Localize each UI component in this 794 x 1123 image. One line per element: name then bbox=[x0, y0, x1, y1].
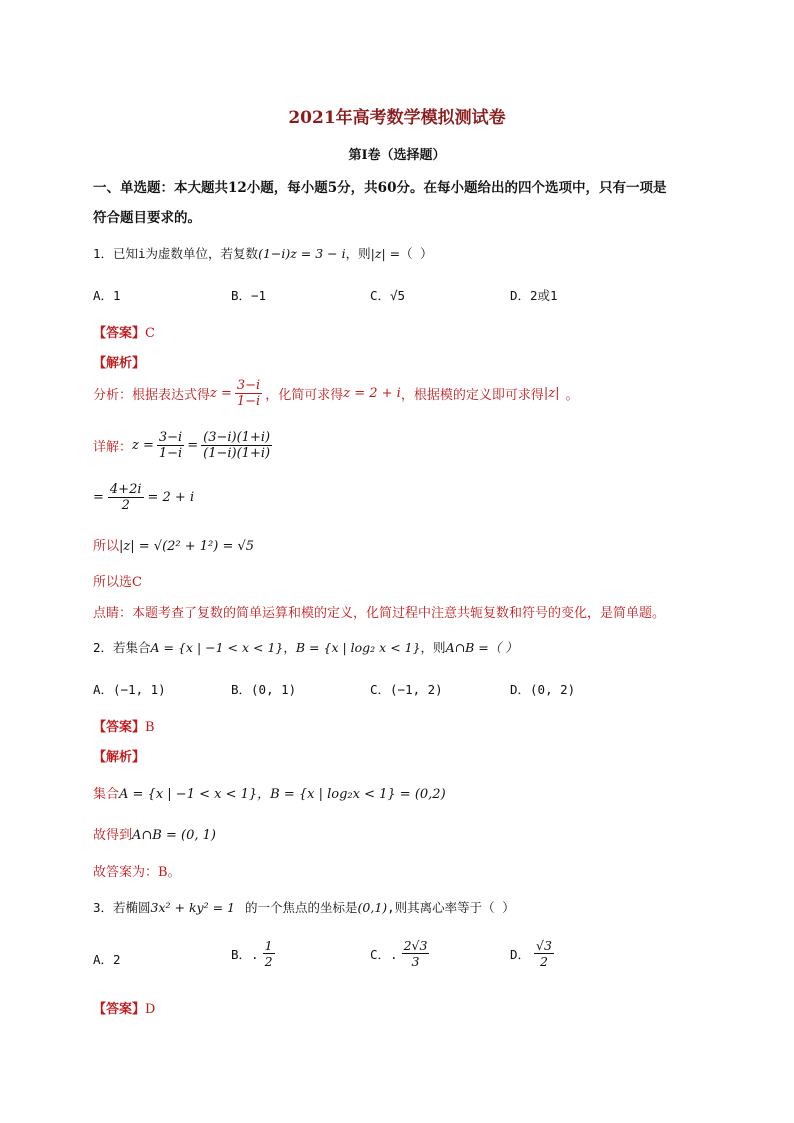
question-3-stem bbox=[93, 898, 515, 916]
question-1-stem bbox=[93, 244, 433, 262]
q3-option-b-label: B．. bbox=[231, 946, 259, 962]
q1-detail-den2: (1−i)(1+i) bbox=[203, 446, 271, 461]
q1-stem-text-a: 1．已知i为虚数单位，若复数 bbox=[93, 246, 259, 261]
q1-stem-text-b: ，则 bbox=[345, 246, 371, 261]
q1-detail-fraction-1 bbox=[157, 430, 184, 461]
q1-fenxi-result: z = 2 + i bbox=[343, 386, 401, 401]
q1-fenxi-fraction bbox=[235, 378, 262, 409]
q2-stem-text-b: ， bbox=[283, 640, 296, 655]
q1-detail-equals: = bbox=[187, 438, 199, 453]
q3-stem-equation: 3x² + ky² = 1 bbox=[150, 900, 235, 915]
q1-detail-fraction-2 bbox=[201, 430, 272, 461]
q2-option-b: B．(0, 1) bbox=[231, 682, 297, 697]
q1-analysis-summary bbox=[93, 378, 578, 409]
q3-option-b bbox=[231, 938, 275, 969]
q1-stem-paren: （ ） bbox=[400, 246, 433, 261]
q2-analysis-sets-label: 集合 bbox=[93, 787, 120, 802]
q3-option-b-num: 1 bbox=[264, 938, 273, 953]
q1-stem-equation: (1−i)z = 3 − i bbox=[258, 246, 346, 261]
q2-analysis-label bbox=[93, 746, 145, 765]
q3-option-c-num: 2√3 bbox=[403, 938, 428, 953]
section-subtitle: 第Ⅰ卷（选择题） bbox=[348, 148, 446, 163]
q3-option-c bbox=[370, 938, 429, 969]
q3-option-d-fraction bbox=[534, 938, 554, 969]
q1-detail-num1: 3−i bbox=[158, 430, 183, 445]
q3-stem-text-c: ,则其离心率等于（ ） bbox=[387, 900, 515, 915]
q2-stem-set-a: A = {x | −1 < x < 1} bbox=[150, 640, 284, 655]
q1-fenxi-text-d: 。 bbox=[565, 388, 579, 403]
q1-detail-line1 bbox=[93, 430, 275, 461]
q1-modulus-math: |z| = √(2² + 1²) = √5 bbox=[119, 539, 255, 554]
q2-conclusion: 故答案为：B。 bbox=[93, 865, 181, 880]
q1-line2-equals: = bbox=[93, 490, 104, 505]
q2-stem-set-b: B = {x | log₂ x < 1} bbox=[295, 640, 421, 655]
q2-analysis-result-label: 故得到 bbox=[93, 828, 133, 843]
q3-answer-value: D bbox=[145, 1002, 156, 1017]
q2-stem-intersection: A∩B =（ ） bbox=[445, 640, 518, 655]
question-2-stem bbox=[93, 638, 518, 656]
q1-commentary: 点睛：本题考查了复数的简单运算和模的定义，化简过程中注意共轭复数和符号的变化，是简单题。 bbox=[93, 606, 666, 621]
q3-option-a: A．2 bbox=[93, 952, 121, 967]
q2-stem-text-a: 2．若集合 bbox=[93, 640, 151, 655]
q1-analysis-label-text: 【解析】 bbox=[93, 356, 146, 371]
q2-analysis-result bbox=[93, 824, 216, 843]
q1-fenxi-abs: |z| bbox=[543, 386, 560, 401]
q1-fenxi-denominator: 1−i bbox=[236, 394, 261, 409]
q2-answer bbox=[93, 716, 155, 735]
q3-option-d-label: D． bbox=[510, 946, 531, 962]
q3-stem-text-b: 的一个焦点的坐标是 bbox=[245, 900, 358, 915]
q1-analysis-label bbox=[93, 352, 145, 371]
q1-modulus-label: 所以 bbox=[93, 539, 120, 554]
q3-answer-label: 【答案】 bbox=[93, 1002, 146, 1017]
q3-option-c-fraction bbox=[402, 938, 430, 969]
q1-option-b: B．−1 bbox=[231, 288, 267, 303]
q1-answer bbox=[93, 322, 155, 341]
q1-detail-label: 详解： bbox=[93, 440, 133, 455]
q3-option-b-fraction bbox=[263, 938, 275, 969]
q1-stem-abs: |z| = bbox=[370, 246, 401, 261]
section-instructions-line2: 符合题目要求的。 bbox=[93, 210, 201, 226]
q1-option-a: A．1 bbox=[93, 288, 121, 303]
q2-analysis-result-math: A∩B = (0, 1) bbox=[132, 828, 216, 843]
q1-option-d: D．2或1 bbox=[510, 288, 558, 303]
q1-fenxi-text-b: ，化简可求得 bbox=[265, 388, 344, 403]
q1-line2-tail: = 2 + i bbox=[147, 490, 195, 505]
q2-option-d: D．(0, 2) bbox=[510, 682, 576, 697]
q3-option-c-den: 3 bbox=[411, 954, 420, 969]
q1-detail-z: z = bbox=[132, 438, 154, 453]
q2-option-a: A．(−1, 1) bbox=[93, 682, 166, 697]
q2-answer-label: 【答案】 bbox=[93, 720, 146, 735]
q1-modulus-line bbox=[93, 535, 254, 554]
q1-select-line: 所以选C bbox=[93, 575, 142, 590]
q1-detail-num2: (3−i)(1+i) bbox=[203, 430, 271, 445]
q3-option-d bbox=[510, 938, 554, 969]
q1-detail-line2 bbox=[93, 482, 194, 513]
q3-option-c-label: C．. bbox=[370, 946, 398, 962]
q3-option-b-den: 2 bbox=[264, 954, 273, 969]
q1-fenxi-numerator: 3−i bbox=[236, 378, 261, 393]
q2-analysis-sets bbox=[93, 783, 446, 802]
q1-line2-fraction bbox=[108, 482, 144, 513]
q1-detail-den1: 1−i bbox=[158, 446, 183, 461]
q3-option-d-num: √3 bbox=[536, 938, 552, 953]
q1-answer-value: C bbox=[145, 326, 155, 341]
q1-line2-num: 4+2i bbox=[109, 482, 142, 497]
q3-stem-point: (0,1) bbox=[357, 900, 388, 915]
q1-answer-label: 【答案】 bbox=[93, 326, 146, 341]
q1-fenxi-text-c: ，根据模的定义即可求得 bbox=[400, 388, 544, 403]
q3-answer bbox=[93, 998, 155, 1017]
q2-stem-text-c: ，则 bbox=[420, 640, 446, 655]
section-instructions-line1: 一、单选题：本大题共12小题，每小题5分，共60分。在每小题给出的四个选项中，只有一项是 bbox=[93, 180, 667, 196]
q1-fenxi-z: z = bbox=[210, 386, 232, 401]
q2-option-c: C．(−1, 2) bbox=[370, 682, 443, 697]
q3-stem-text-a: 3．若椭圆 bbox=[93, 900, 151, 915]
q1-option-c: C．√5 bbox=[370, 288, 406, 303]
document-title: 2021年高考数学模拟测试卷 bbox=[288, 108, 506, 128]
q2-answer-value: B bbox=[145, 720, 155, 735]
q1-fenxi-text-a: 分析：根据表达式得 bbox=[93, 388, 211, 403]
q2-analysis-label-text: 【解析】 bbox=[93, 750, 146, 765]
q3-option-d-den: 2 bbox=[540, 954, 548, 969]
q2-analysis-sets-math: A = {x | −1 < x < 1}，B = {x | log₂x < 1} = (0,2) bbox=[119, 787, 446, 802]
q1-line2-den: 2 bbox=[121, 498, 130, 513]
